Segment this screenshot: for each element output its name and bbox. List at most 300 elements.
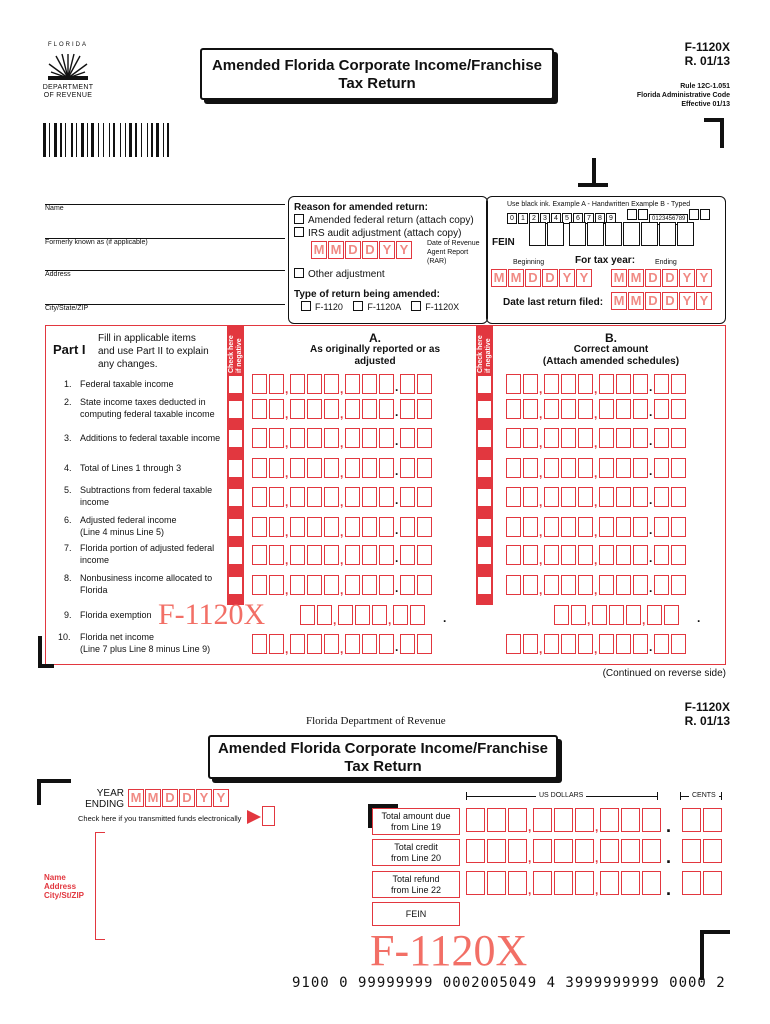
tax-year-end-date[interactable] xyxy=(611,269,713,287)
column-a-digit-box[interactable] xyxy=(400,517,415,537)
voucher-dollar-box[interactable] xyxy=(554,871,573,895)
column-a-digit-box[interactable] xyxy=(379,428,394,448)
column-a-digit-box[interactable] xyxy=(379,517,394,537)
column-b-digit-box[interactable] xyxy=(633,545,648,565)
column-b-digit-box[interactable] xyxy=(578,428,593,448)
column-b-digit-box[interactable] xyxy=(506,399,521,419)
reason-option-irs-audit[interactable] xyxy=(294,227,461,239)
voucher-cents-box[interactable] xyxy=(703,839,722,863)
column-a-digit-box[interactable] xyxy=(400,399,415,419)
column-b-negative-checkbox[interactable] xyxy=(478,519,491,536)
column-a-digit-box[interactable] xyxy=(362,458,377,478)
column-b-digit-box[interactable] xyxy=(561,458,576,478)
voucher-dollar-box[interactable] xyxy=(642,808,661,832)
column-a-digit-box[interactable] xyxy=(252,428,267,448)
date-letter-box[interactable]: Y xyxy=(379,241,395,259)
column-a-negative-checkbox[interactable] xyxy=(229,430,242,447)
voucher-dollar-box[interactable] xyxy=(508,839,527,863)
column-b-digit-box[interactable] xyxy=(578,517,593,537)
date-letter-box[interactable]: M xyxy=(508,269,524,287)
column-b-digit-box[interactable] xyxy=(506,517,521,537)
column-b-digit-box[interactable] xyxy=(654,374,669,394)
column-b-negative-checkbox[interactable] xyxy=(478,460,491,477)
column-a-digit-box[interactable] xyxy=(379,575,394,595)
column-a-digit-box[interactable] xyxy=(290,428,305,448)
column-b-digit-box[interactable] xyxy=(599,428,614,448)
column-b-digit-box[interactable] xyxy=(506,487,521,507)
column-a-digit-box[interactable] xyxy=(324,399,339,419)
column-b-digit-box[interactable] xyxy=(599,517,614,537)
voucher-dollar-box[interactable] xyxy=(533,871,552,895)
column-a-digit-box[interactable] xyxy=(362,374,377,394)
voucher-dollar-box[interactable] xyxy=(575,839,594,863)
column-a-digit-box[interactable] xyxy=(307,517,322,537)
column-b-digit-box[interactable] xyxy=(633,517,648,537)
column-a-digit-box[interactable] xyxy=(379,634,394,654)
column-a-digit-box[interactable] xyxy=(379,399,394,419)
checkbox[interactable] xyxy=(294,227,304,237)
column-b-digit-box[interactable] xyxy=(544,575,559,595)
column-b-digit-box[interactable] xyxy=(561,374,576,394)
column-a-digit-box[interactable] xyxy=(400,487,415,507)
date-letter-box[interactable]: Y xyxy=(559,269,575,287)
voucher-cents-box[interactable] xyxy=(703,871,722,895)
name-field[interactable] xyxy=(45,204,285,212)
column-a-digit-box[interactable] xyxy=(417,575,432,595)
type-f1120-checkbox[interactable] xyxy=(301,301,311,311)
column-b-digit-box[interactable] xyxy=(633,458,648,478)
date-letter-box[interactable]: M xyxy=(611,292,627,310)
column-b-digit-box[interactable] xyxy=(599,399,614,419)
column-b-digit-box[interactable] xyxy=(544,545,559,565)
column-b-digit-box[interactable] xyxy=(654,517,669,537)
column-b-negative-checkbox[interactable] xyxy=(478,376,491,393)
column-b-negative-checkbox[interactable] xyxy=(478,489,491,506)
column-a-digit-box[interactable] xyxy=(417,399,432,419)
column-b-digit-box[interactable] xyxy=(578,374,593,394)
column-b-digit-box[interactable] xyxy=(647,605,662,625)
column-b-digit-box[interactable] xyxy=(671,458,686,478)
column-a-digit-box[interactable] xyxy=(324,545,339,565)
column-b-negative-checkbox[interactable] xyxy=(478,547,491,564)
column-a-digit-box[interactable] xyxy=(393,605,408,625)
date-letter-box[interactable]: D xyxy=(542,269,558,287)
column-b-digit-box[interactable] xyxy=(523,517,538,537)
column-b-digit-box[interactable] xyxy=(544,399,559,419)
type-f1120x-checkbox[interactable] xyxy=(411,301,421,311)
column-a-digit-box[interactable] xyxy=(290,399,305,419)
voucher-dollar-box[interactable] xyxy=(621,808,640,832)
column-b-digit-box[interactable] xyxy=(633,575,648,595)
column-b-digit-box[interactable] xyxy=(671,517,686,537)
column-b-digit-box[interactable] xyxy=(633,487,648,507)
fein-digit-box[interactable] xyxy=(605,222,622,246)
date-letter-box[interactable]: Y xyxy=(696,292,712,310)
city-state-zip-field[interactable] xyxy=(45,304,285,312)
year-ending-input[interactable] xyxy=(128,789,230,807)
column-b-digit-box[interactable] xyxy=(626,605,641,625)
column-a-digit-box[interactable] xyxy=(307,487,322,507)
voucher-dollar-box[interactable] xyxy=(466,808,485,832)
column-a-digit-box[interactable] xyxy=(324,634,339,654)
date-letter-box[interactable]: M xyxy=(628,292,644,310)
voucher-dollar-box[interactable] xyxy=(621,839,640,863)
column-a-digit-box[interactable] xyxy=(290,634,305,654)
date-letter-box[interactable]: D xyxy=(345,241,361,259)
voucher-cents-box[interactable] xyxy=(682,839,701,863)
column-a-digit-box[interactable] xyxy=(417,374,432,394)
column-b-digit-box[interactable] xyxy=(523,399,538,419)
column-b-digit-box[interactable] xyxy=(616,517,631,537)
column-a-digit-box[interactable] xyxy=(324,428,339,448)
column-a-digit-box[interactable] xyxy=(269,575,284,595)
column-b-digit-box[interactable] xyxy=(523,374,538,394)
column-b-digit-box[interactable] xyxy=(616,575,631,595)
column-b-digit-box[interactable] xyxy=(654,399,669,419)
date-letter-box[interactable]: D xyxy=(662,269,678,287)
column-a-digit-box[interactable] xyxy=(417,517,432,537)
voucher-dollar-box[interactable] xyxy=(487,871,506,895)
column-b-digit-box[interactable] xyxy=(523,545,538,565)
column-a-digit-box[interactable] xyxy=(417,428,432,448)
column-b-digit-box[interactable] xyxy=(506,374,521,394)
date-letter-box[interactable]: D xyxy=(645,292,661,310)
column-a-negative-checkbox[interactable] xyxy=(229,401,242,418)
column-b-digit-box[interactable] xyxy=(616,458,631,478)
date-letter-box[interactable]: Y xyxy=(679,269,695,287)
voucher-dollar-box[interactable] xyxy=(600,808,619,832)
tax-year-begin-date[interactable] xyxy=(491,269,593,287)
date-letter-box[interactable]: D xyxy=(662,292,678,310)
column-b-digit-box[interactable] xyxy=(523,458,538,478)
column-a-digit-box[interactable] xyxy=(269,545,284,565)
fein-digit-box[interactable] xyxy=(569,222,586,246)
checkbox[interactable] xyxy=(294,268,304,278)
column-b-digit-box[interactable] xyxy=(561,517,576,537)
column-a-digit-box[interactable] xyxy=(362,487,377,507)
column-a-digit-box[interactable] xyxy=(345,399,360,419)
column-a-digit-box[interactable] xyxy=(269,487,284,507)
date-letter-box[interactable]: M xyxy=(491,269,507,287)
column-a-negative-checkbox[interactable] xyxy=(229,547,242,564)
column-b-digit-box[interactable] xyxy=(506,428,521,448)
column-b-digit-box[interactable] xyxy=(671,399,686,419)
column-b-digit-box[interactable] xyxy=(523,634,538,654)
column-b-digit-box[interactable] xyxy=(671,428,686,448)
column-b-digit-box[interactable] xyxy=(561,487,576,507)
column-a-digit-box[interactable] xyxy=(400,545,415,565)
voucher-dollar-box[interactable] xyxy=(642,839,661,863)
fein-digit-box[interactable] xyxy=(641,222,658,246)
column-b-digit-box[interactable] xyxy=(609,605,624,625)
date-letter-box[interactable]: D xyxy=(362,241,378,259)
date-letter-box[interactable]: M xyxy=(328,241,344,259)
voucher-dollar-box[interactable] xyxy=(642,871,661,895)
column-b-digit-box[interactable] xyxy=(578,399,593,419)
date-letter-box[interactable]: D xyxy=(179,789,195,807)
column-b-digit-box[interactable] xyxy=(616,428,631,448)
date-last-filed-input[interactable] xyxy=(611,292,713,310)
date-letter-box[interactable]: D xyxy=(645,269,661,287)
column-a-digit-box[interactable] xyxy=(355,605,370,625)
column-b-negative-checkbox[interactable] xyxy=(478,430,491,447)
column-a-digit-box[interactable] xyxy=(400,374,415,394)
column-a-digit-box[interactable] xyxy=(269,458,284,478)
column-b-digit-box[interactable] xyxy=(654,545,669,565)
column-b-digit-box[interactable] xyxy=(544,517,559,537)
column-a-negative-checkbox[interactable] xyxy=(229,489,242,506)
column-b-digit-box[interactable] xyxy=(578,634,593,654)
column-b-digit-box[interactable] xyxy=(599,374,614,394)
column-a-digit-box[interactable] xyxy=(400,634,415,654)
column-a-digit-box[interactable] xyxy=(290,517,305,537)
column-b-digit-box[interactable] xyxy=(616,634,631,654)
column-a-digit-box[interactable] xyxy=(252,458,267,478)
column-a-digit-box[interactable] xyxy=(290,487,305,507)
column-a-digit-box[interactable] xyxy=(372,605,387,625)
column-a-digit-box[interactable] xyxy=(400,575,415,595)
reason-option-other[interactable] xyxy=(294,268,385,280)
column-a-digit-box[interactable] xyxy=(269,374,284,394)
column-a-digit-box[interactable] xyxy=(307,634,322,654)
column-a-digit-box[interactable] xyxy=(290,374,305,394)
column-a-digit-box[interactable] xyxy=(252,634,267,654)
column-a-digit-box[interactable] xyxy=(345,517,360,537)
fein-input[interactable] xyxy=(529,222,695,248)
column-b-digit-box[interactable] xyxy=(616,487,631,507)
column-a-negative-checkbox[interactable] xyxy=(229,460,242,477)
voucher-dollar-box[interactable] xyxy=(487,808,506,832)
column-b-digit-box[interactable] xyxy=(544,374,559,394)
fein-digit-box[interactable] xyxy=(659,222,676,246)
column-b-digit-box[interactable] xyxy=(599,487,614,507)
column-b-digit-box[interactable] xyxy=(664,605,679,625)
column-b-digit-box[interactable] xyxy=(654,575,669,595)
column-a-digit-box[interactable] xyxy=(252,545,267,565)
column-b-digit-box[interactable] xyxy=(544,428,559,448)
column-a-digit-box[interactable] xyxy=(324,487,339,507)
column-b-digit-box[interactable] xyxy=(633,428,648,448)
column-b-digit-box[interactable] xyxy=(578,458,593,478)
column-a-digit-box[interactable] xyxy=(269,399,284,419)
column-a-digit-box[interactable] xyxy=(362,634,377,654)
column-b-digit-box[interactable] xyxy=(633,374,648,394)
column-b-digit-box[interactable] xyxy=(599,458,614,478)
column-a-digit-box[interactable] xyxy=(379,374,394,394)
voucher-dollar-box[interactable] xyxy=(575,871,594,895)
column-a-digit-box[interactable] xyxy=(417,545,432,565)
column-b-digit-box[interactable] xyxy=(561,399,576,419)
column-a-digit-box[interactable] xyxy=(362,545,377,565)
column-a-digit-box[interactable] xyxy=(362,575,377,595)
column-a-digit-box[interactable] xyxy=(324,458,339,478)
column-a-digit-box[interactable] xyxy=(307,374,322,394)
voucher-dollar-box[interactable] xyxy=(575,808,594,832)
column-b-digit-box[interactable] xyxy=(671,374,686,394)
formerly-field[interactable] xyxy=(45,238,285,246)
column-a-digit-box[interactable] xyxy=(362,399,377,419)
column-a-digit-box[interactable] xyxy=(324,575,339,595)
column-a-digit-box[interactable] xyxy=(269,428,284,448)
column-a-digit-box[interactable] xyxy=(252,374,267,394)
column-b-digit-box[interactable] xyxy=(544,634,559,654)
column-a-digit-box[interactable] xyxy=(379,487,394,507)
column-a-negative-checkbox[interactable] xyxy=(229,376,242,393)
column-b-digit-box[interactable] xyxy=(578,575,593,595)
column-b-digit-box[interactable] xyxy=(506,458,521,478)
column-b-digit-box[interactable] xyxy=(599,545,614,565)
date-letter-box[interactable]: Y xyxy=(196,789,212,807)
column-a-digit-box[interactable] xyxy=(307,545,322,565)
column-b-digit-box[interactable] xyxy=(544,487,559,507)
column-b-digit-box[interactable] xyxy=(616,374,631,394)
fein-digit-box[interactable] xyxy=(587,222,604,246)
voucher-cents-box[interactable] xyxy=(703,808,722,832)
column-b-digit-box[interactable] xyxy=(592,605,607,625)
column-a-digit-box[interactable] xyxy=(252,575,267,595)
column-a-digit-box[interactable] xyxy=(290,545,305,565)
voucher-dollar-box[interactable] xyxy=(533,808,552,832)
column-a-digit-box[interactable] xyxy=(324,374,339,394)
column-a-digit-box[interactable] xyxy=(307,428,322,448)
date-letter-box[interactable]: Y xyxy=(213,789,229,807)
fein-digit-box[interactable] xyxy=(677,222,694,246)
fein-digit-box[interactable] xyxy=(529,222,546,246)
rar-date-boxes[interactable] xyxy=(311,241,413,259)
column-a-digit-box[interactable] xyxy=(300,605,315,625)
column-b-digit-box[interactable] xyxy=(616,545,631,565)
column-b-digit-box[interactable] xyxy=(599,634,614,654)
voucher-dollar-box[interactable] xyxy=(466,871,485,895)
voucher-dollar-box[interactable] xyxy=(600,839,619,863)
column-b-digit-box[interactable] xyxy=(578,487,593,507)
column-a-digit-box[interactable] xyxy=(290,458,305,478)
column-b-negative-checkbox[interactable] xyxy=(478,577,491,594)
voucher-cents-box[interactable] xyxy=(682,808,701,832)
column-a-digit-box[interactable] xyxy=(345,634,360,654)
column-a-digit-box[interactable] xyxy=(317,605,332,625)
column-b-digit-box[interactable] xyxy=(599,575,614,595)
electronic-funds-checkbox[interactable] xyxy=(262,806,275,826)
column-b-digit-box[interactable] xyxy=(523,428,538,448)
column-a-digit-box[interactable] xyxy=(417,487,432,507)
column-b-digit-box[interactable] xyxy=(561,428,576,448)
voucher-dollar-box[interactable] xyxy=(466,839,485,863)
column-a-digit-box[interactable] xyxy=(345,487,360,507)
checkbox[interactable] xyxy=(294,214,304,224)
column-a-negative-checkbox[interactable] xyxy=(229,519,242,536)
date-letter-box[interactable]: M xyxy=(628,269,644,287)
column-b-digit-box[interactable] xyxy=(654,428,669,448)
voucher-dollar-box[interactable] xyxy=(600,871,619,895)
date-letter-box[interactable]: Y xyxy=(696,269,712,287)
column-b-digit-box[interactable] xyxy=(633,399,648,419)
date-letter-box[interactable]: M xyxy=(145,789,161,807)
column-b-digit-box[interactable] xyxy=(561,634,576,654)
column-a-digit-box[interactable] xyxy=(379,545,394,565)
column-b-digit-box[interactable] xyxy=(561,545,576,565)
column-a-digit-box[interactable] xyxy=(269,634,284,654)
column-a-digit-box[interactable] xyxy=(400,428,415,448)
column-b-digit-box[interactable] xyxy=(554,605,569,625)
column-b-digit-box[interactable] xyxy=(544,458,559,478)
column-a-digit-box[interactable] xyxy=(252,487,267,507)
reason-option-amended-federal[interactable] xyxy=(294,214,474,226)
voucher-dollar-box[interactable] xyxy=(554,839,573,863)
column-b-digit-box[interactable] xyxy=(671,545,686,565)
column-a-digit-box[interactable] xyxy=(345,374,360,394)
date-letter-box[interactable]: M xyxy=(128,789,144,807)
voucher-dollar-box[interactable] xyxy=(487,839,506,863)
column-a-digit-box[interactable] xyxy=(252,399,267,419)
voucher-dollar-box[interactable] xyxy=(621,871,640,895)
date-letter-box[interactable]: D xyxy=(525,269,541,287)
column-a-digit-box[interactable] xyxy=(269,517,284,537)
type-f1120a-checkbox[interactable] xyxy=(353,301,363,311)
column-a-digit-box[interactable] xyxy=(345,458,360,478)
column-b-digit-box[interactable] xyxy=(506,545,521,565)
column-a-digit-box[interactable] xyxy=(338,605,353,625)
column-b-digit-box[interactable] xyxy=(578,545,593,565)
column-b-digit-box[interactable] xyxy=(671,634,686,654)
column-a-digit-box[interactable] xyxy=(417,458,432,478)
voucher-dollar-box[interactable] xyxy=(533,839,552,863)
column-b-digit-box[interactable] xyxy=(633,634,648,654)
fein-digit-box[interactable] xyxy=(547,222,564,246)
column-b-digit-box[interactable] xyxy=(654,487,669,507)
voucher-dollar-box[interactable] xyxy=(508,871,527,895)
column-a-digit-box[interactable] xyxy=(307,575,322,595)
date-letter-box[interactable]: M xyxy=(311,241,327,259)
column-a-negative-checkbox[interactable] xyxy=(229,577,242,594)
column-b-digit-box[interactable] xyxy=(671,487,686,507)
column-a-digit-box[interactable] xyxy=(379,458,394,478)
date-letter-box[interactable]: D xyxy=(162,789,178,807)
column-b-digit-box[interactable] xyxy=(561,575,576,595)
address-field[interactable] xyxy=(45,270,285,278)
column-b-digit-box[interactable] xyxy=(506,575,521,595)
column-a-digit-box[interactable] xyxy=(410,605,425,625)
column-a-digit-box[interactable] xyxy=(307,399,322,419)
column-b-negative-checkbox[interactable] xyxy=(478,401,491,418)
date-letter-box[interactable]: Y xyxy=(679,292,695,310)
date-letter-box[interactable]: Y xyxy=(576,269,592,287)
column-b-digit-box[interactable] xyxy=(654,458,669,478)
column-a-digit-box[interactable] xyxy=(417,634,432,654)
column-a-digit-box[interactable] xyxy=(400,458,415,478)
date-letter-box[interactable]: M xyxy=(611,269,627,287)
column-b-digit-box[interactable] xyxy=(506,634,521,654)
voucher-cents-box[interactable] xyxy=(682,871,701,895)
column-b-digit-box[interactable] xyxy=(523,575,538,595)
column-a-digit-box[interactable] xyxy=(345,575,360,595)
column-a-digit-box[interactable] xyxy=(362,428,377,448)
column-b-digit-box[interactable] xyxy=(654,634,669,654)
date-letter-box[interactable]: Y xyxy=(396,241,412,259)
column-b-digit-box[interactable] xyxy=(571,605,586,625)
column-a-digit-box[interactable] xyxy=(307,458,322,478)
voucher-dollar-box[interactable] xyxy=(508,808,527,832)
voucher-dollar-box[interactable] xyxy=(554,808,573,832)
column-a-digit-box[interactable] xyxy=(290,575,305,595)
column-b-digit-box[interactable] xyxy=(523,487,538,507)
column-a-digit-box[interactable] xyxy=(345,545,360,565)
fein-digit-box[interactable] xyxy=(623,222,640,246)
column-a-digit-box[interactable] xyxy=(252,517,267,537)
column-b-digit-box[interactable] xyxy=(616,399,631,419)
column-a-digit-box[interactable] xyxy=(345,428,360,448)
column-b-digit-box[interactable] xyxy=(671,575,686,595)
